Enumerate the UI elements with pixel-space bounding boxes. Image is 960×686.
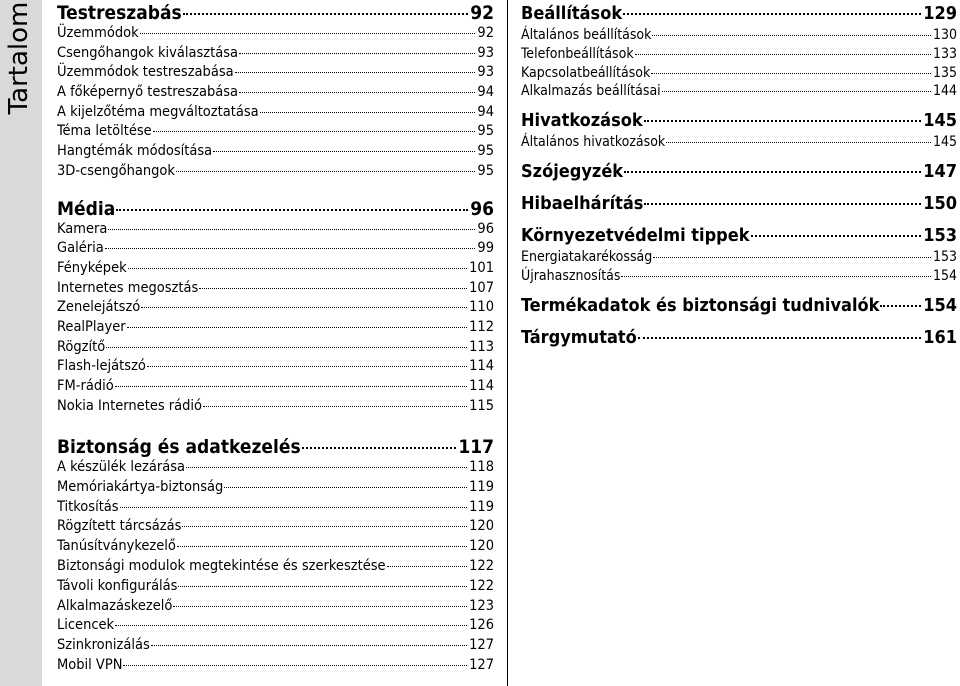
toc-heading[interactable] <box>57 436 494 458</box>
entry-title: Termékadatok és biztonsági tudnivalók <box>521 294 880 316</box>
entry-title: A készülék lezárása <box>57 459 186 475</box>
dot-leader <box>115 625 467 626</box>
toc-heading[interactable] <box>521 326 957 350</box>
page-number: 95 <box>477 123 494 140</box>
dot-leader <box>153 131 476 132</box>
toc-entry[interactable] <box>521 45 957 64</box>
entry-title: Környezetvédelmi tippek <box>521 224 750 246</box>
page-number: 93 <box>477 44 494 61</box>
page-number: 122 <box>469 557 494 574</box>
page-number: 95 <box>477 143 494 160</box>
dot-leader <box>203 406 467 407</box>
page-number: 133 <box>932 45 957 62</box>
toc-entry[interactable] <box>521 82 957 101</box>
dot-leader <box>151 645 467 646</box>
dot-leader <box>140 33 476 34</box>
side-tab <box>0 0 42 686</box>
page-number: 107 <box>469 279 494 296</box>
entry-title: Testreszabás <box>57 2 182 24</box>
entry-title: Rögzített tárcsázás <box>57 518 182 535</box>
toc-entry[interactable] <box>57 162 494 182</box>
page-number: 120 <box>469 518 494 535</box>
entry-title: Zenelejátszó <box>57 299 141 316</box>
dot-leader <box>635 54 931 55</box>
dot-leader <box>186 467 467 468</box>
page-number: 135 <box>932 64 957 81</box>
entry-title: 3D-csengőhangok <box>57 162 175 179</box>
page-number: 127 <box>469 656 494 673</box>
page-number: 144 <box>932 83 957 100</box>
entry-title: Galéria <box>57 240 104 257</box>
dot-leader <box>239 53 475 54</box>
toc-entry[interactable] <box>57 397 494 417</box>
page-number: 112 <box>469 318 494 335</box>
page-number: 145 <box>923 110 957 132</box>
entry-title: Tanúsítványkezelő <box>57 538 176 555</box>
page-number: 96 <box>470 197 494 220</box>
toc-entry[interactable] <box>57 220 494 240</box>
page-number: 99 <box>477 240 494 257</box>
dot-leader <box>666 142 931 143</box>
dot-leader <box>116 209 468 211</box>
toc-entry[interactable] <box>57 577 494 597</box>
entry-title: Memóriakártya-biztonság <box>57 478 224 495</box>
entry-title: Hivatkozások <box>521 110 643 132</box>
entry-title: Téma letöltése <box>57 123 152 140</box>
entry-title: Üzemmódok <box>57 25 139 41</box>
dot-leader <box>178 586 467 587</box>
entry-title: Fényképek <box>57 259 127 276</box>
entry-title: Telefonbeállítások <box>521 45 634 62</box>
entry-title: Titkosítás <box>57 498 119 515</box>
toc-entry[interactable] <box>57 498 494 518</box>
dot-leader <box>621 276 930 277</box>
dot-leader <box>120 507 467 508</box>
entry-title: Biztonság és adatkezelés <box>57 436 301 458</box>
entry-title: Rögzítő <box>57 338 106 355</box>
entry-title: Kamera <box>57 220 108 237</box>
entry-title: Újrahasznosítás <box>521 267 621 284</box>
toc-entry[interactable] <box>57 636 494 656</box>
page-number: 153 <box>932 248 957 265</box>
page-number: 126 <box>469 617 494 634</box>
dot-leader <box>141 307 467 308</box>
toc-heading[interactable] <box>57 2 494 24</box>
toc-entry[interactable] <box>521 248 957 267</box>
toc-entry[interactable] <box>57 298 494 318</box>
toc-entry[interactable] <box>57 103 494 123</box>
toc-entry[interactable] <box>57 63 494 83</box>
page-number: 113 <box>469 338 494 355</box>
dot-leader <box>880 305 921 307</box>
toc-entry[interactable] <box>521 26 957 45</box>
dot-leader <box>199 288 467 289</box>
entry-title: Beállítások <box>521 3 623 24</box>
page-number: 110 <box>469 299 494 316</box>
dot-leader <box>115 386 467 387</box>
toc-entry[interactable] <box>57 338 494 358</box>
toc-entry[interactable] <box>57 478 494 498</box>
entry-title: Média <box>57 197 116 220</box>
page-number: 93 <box>477 64 494 81</box>
dot-leader <box>108 229 475 230</box>
entry-title: Flash-lejátszó <box>57 358 146 375</box>
page-number: 154 <box>932 267 957 284</box>
dot-leader <box>653 257 931 258</box>
toc-column-left-bottom <box>57 436 494 676</box>
dot-leader <box>302 447 457 449</box>
entry-title: Csengőhangok kiválasztása <box>57 44 239 61</box>
page-number: 153 <box>923 224 957 246</box>
toc-entry[interactable] <box>57 656 494 676</box>
dot-leader <box>173 606 467 607</box>
page-number: 123 <box>469 597 494 614</box>
toc-entry[interactable] <box>521 64 957 83</box>
dot-leader <box>105 248 476 249</box>
page-number: 94 <box>477 84 494 101</box>
page-number: 161 <box>923 326 957 348</box>
dot-leader <box>127 327 467 328</box>
dot-leader <box>651 73 931 74</box>
dot-leader <box>177 546 467 547</box>
dot-leader <box>239 92 475 93</box>
toc-heading[interactable] <box>521 2 957 26</box>
page-number: 130 <box>932 27 957 43</box>
dot-leader <box>387 566 468 567</box>
toc-entry[interactable] <box>57 239 494 259</box>
dot-leader <box>123 665 467 666</box>
toc-entry[interactable] <box>57 357 494 377</box>
dot-leader <box>652 35 931 36</box>
toc-entry[interactable] <box>57 318 494 338</box>
toc-heading[interactable] <box>57 198 494 220</box>
toc-entry[interactable] <box>57 279 494 299</box>
toc-entry[interactable] <box>57 597 494 617</box>
entry-title: Általános hivatkozások <box>521 134 666 151</box>
entry-title: Szójegyzék <box>521 160 624 182</box>
page-number: 114 <box>469 378 494 394</box>
toc-heading[interactable] <box>521 109 957 133</box>
entry-title: Mobil VPN <box>57 656 123 673</box>
page-number: 115 <box>469 397 494 414</box>
page-number: 92 <box>470 2 494 24</box>
page-number: 145 <box>932 134 957 151</box>
entry-title: Alkalmazáskezelő <box>57 597 173 614</box>
page-number: 92 <box>477 25 494 41</box>
toc-entry[interactable] <box>57 517 494 537</box>
entry-title: Szinkronizálás <box>57 637 150 654</box>
dot-leader <box>644 120 922 122</box>
toc-entry[interactable] <box>57 537 494 557</box>
toc-entry[interactable] <box>57 122 494 142</box>
dot-leader <box>213 151 475 152</box>
page-number: 117 <box>458 436 494 458</box>
toc-entry[interactable] <box>57 458 494 478</box>
entry-title: Hibaelhárítás <box>521 192 644 214</box>
dot-leader <box>182 526 467 527</box>
page-number: 122 <box>469 577 494 594</box>
toc-heading[interactable] <box>521 294 957 318</box>
toc-heading[interactable] <box>521 160 957 184</box>
toc-entry[interactable] <box>57 142 494 162</box>
entry-title: Hangtémák módosítása <box>57 143 213 160</box>
toc-entry[interactable] <box>57 24 494 44</box>
entry-title: Licencek <box>57 617 115 634</box>
toc-entry[interactable] <box>57 83 494 103</box>
side-title: Tartalom <box>4 1 34 115</box>
page-number: 95 <box>477 162 494 179</box>
page-number: 150 <box>923 192 957 214</box>
dot-leader <box>106 347 467 348</box>
toc-heading[interactable] <box>521 224 957 248</box>
entry-title: Távoli konfigurálás <box>57 577 178 594</box>
page-number: 118 <box>469 459 494 475</box>
entry-title: Alkalmazás beállításai <box>521 83 661 100</box>
page-number: 119 <box>469 498 494 515</box>
page-number: 127 <box>469 637 494 654</box>
toc-entry[interactable] <box>57 377 494 397</box>
entry-title: A főképernyő testreszabása <box>57 84 239 101</box>
entry-title: FM-rádió <box>57 378 114 394</box>
entry-title: Energiatakarékosság <box>521 248 653 265</box>
entry-title: RealPlayer <box>57 318 126 335</box>
page-number: 101 <box>469 259 494 276</box>
entry-title: Általános beállítások <box>521 27 652 43</box>
page-number: 94 <box>477 103 494 120</box>
page-number: 147 <box>923 160 957 182</box>
toc-heading[interactable] <box>521 192 957 216</box>
dot-leader <box>224 487 467 488</box>
entry-title: Kapcsolatbeállítások <box>521 64 651 81</box>
column-divider <box>507 0 508 686</box>
toc-column-left-top <box>57 2 494 416</box>
page-number: 154 <box>923 294 957 316</box>
page-number: 119 <box>469 478 494 495</box>
dot-leader <box>147 366 467 367</box>
dot-leader <box>176 171 475 172</box>
dot-leader <box>623 13 921 15</box>
entry-title: Üzemmódok testreszabása <box>57 64 234 81</box>
dot-leader <box>128 268 467 269</box>
entry-title: Nokia Internetes rádió <box>57 397 203 414</box>
dot-leader <box>662 91 931 92</box>
page-number: 120 <box>469 538 494 555</box>
toc-entry[interactable] <box>57 616 494 636</box>
entry-title: Internetes megosztás <box>57 279 199 296</box>
page-number: 114 <box>469 358 494 375</box>
toc-entry[interactable] <box>521 267 957 286</box>
toc-entry[interactable] <box>57 557 494 577</box>
entry-title: A kijelzőtéma megváltoztatása <box>57 103 259 120</box>
dot-leader <box>638 337 921 339</box>
dot-leader <box>644 203 921 205</box>
entry-title: Biztonsági modulok megtekintése és szerkesztése <box>57 557 386 574</box>
dot-leader <box>183 13 468 15</box>
dot-leader <box>260 112 476 113</box>
page-number: 96 <box>477 220 494 237</box>
toc-column-right <box>521 2 957 350</box>
page-number: 129 <box>923 3 957 24</box>
dot-leader <box>235 72 476 73</box>
dot-leader <box>624 171 921 173</box>
entry-title: Tárgymutató <box>521 326 637 348</box>
toc-entry[interactable] <box>57 44 494 64</box>
dot-leader <box>751 235 922 237</box>
toc-entry[interactable] <box>57 259 494 279</box>
toc-entry[interactable] <box>521 133 957 152</box>
